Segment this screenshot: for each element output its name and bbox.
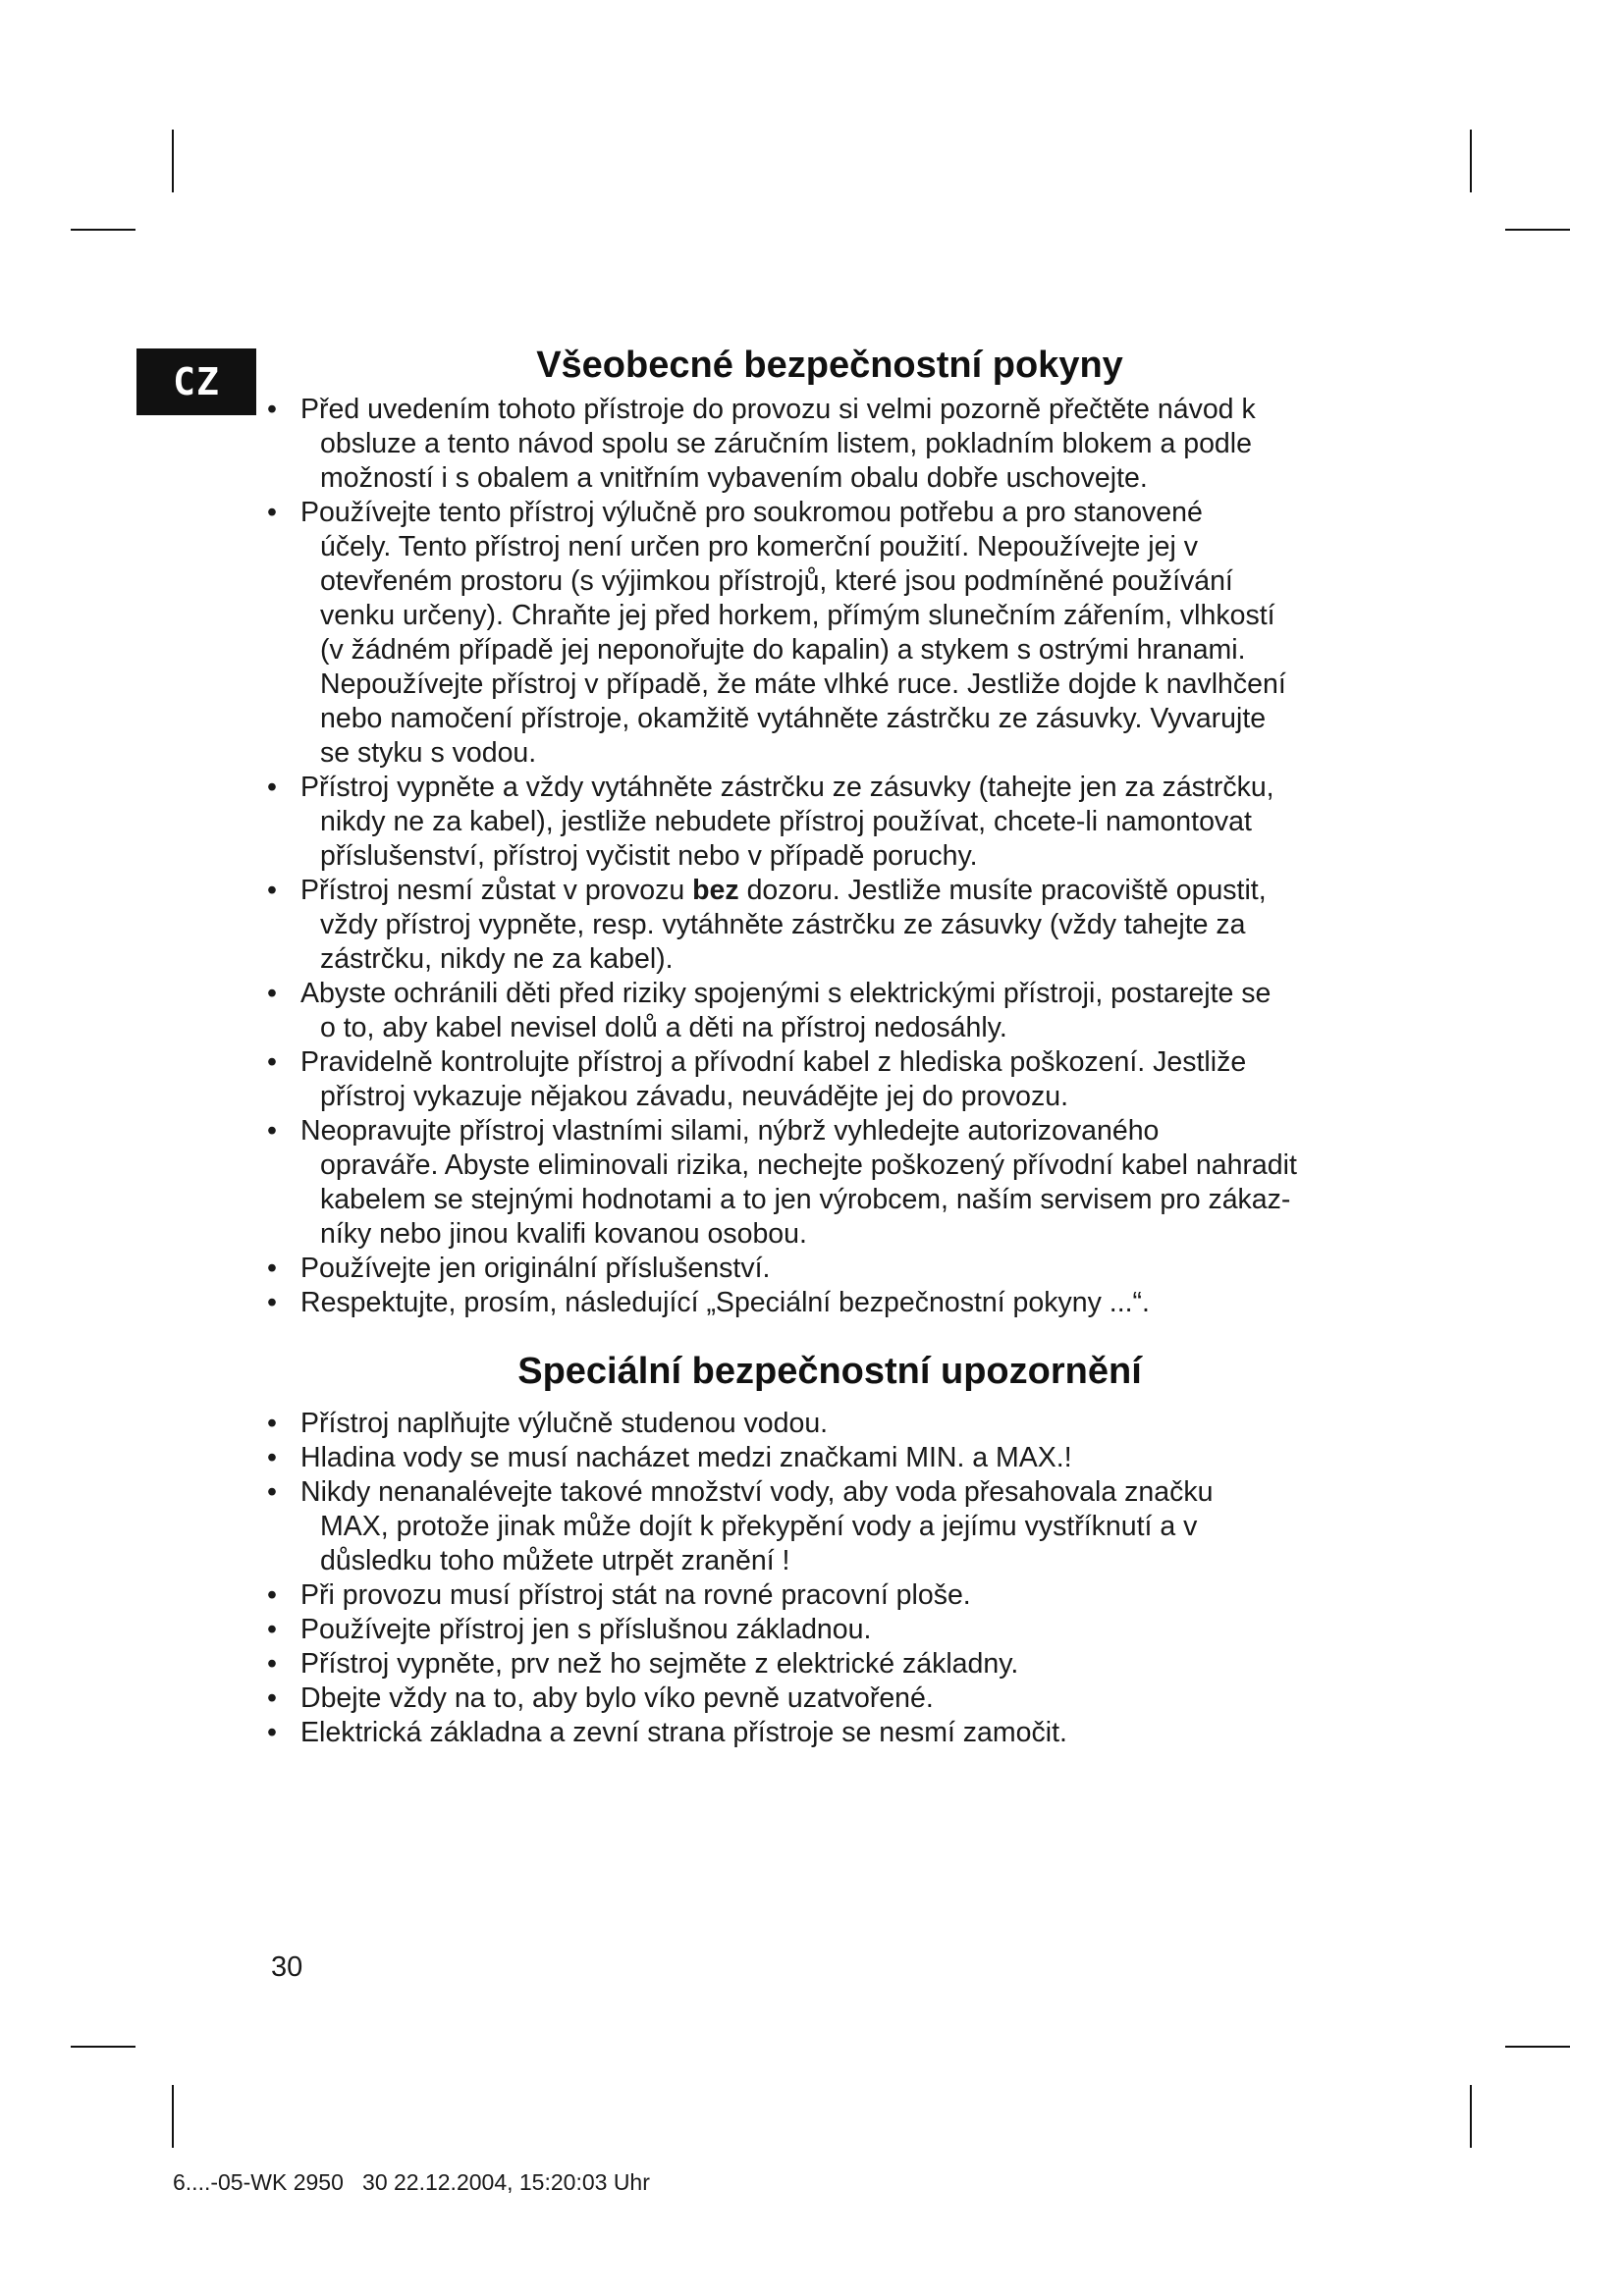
crop-mark-bottom-left-vertical [172,2085,174,2148]
list-item-line: obsluze a tento návod spolu se záručním listem, pokladním blokem a podle [320,428,1252,459]
bullet-icon: • [267,875,277,906]
list-item-text [300,977,1394,1045]
list-item-line: Abyste ochránili děti před riziky spojenými s elektrickými přístroji, postarejte se [300,978,1272,1009]
list-item [265,393,1394,496]
list-item-line: opraváře. Abyste eliminovali rizika, nechejte poškozený přívodní kabel nahradit [320,1149,1297,1181]
list-item-text [300,771,1394,874]
list-item [265,1407,1394,1441]
bullet-icon: • [267,1442,277,1473]
bullet-icon: • [267,1648,277,1680]
list-item-line: Před uvedením tohoto přístroje do provozu si velmi pozorně přečtěte návod k [300,394,1256,425]
general-safety-list [265,393,1394,1320]
bullet-icon: • [267,1253,277,1284]
list-item-line: Respektujte, prosím, následující „Speciální bezpečnostní pokyny ...“. [300,1287,1150,1318]
list-item-text [300,1045,1394,1114]
bullet-icon: • [267,1046,277,1078]
list-item-line: Používejte jen originální příslušenství. [300,1253,771,1284]
list-item-text [300,1475,1394,1578]
page-number: 30 [271,1951,303,1983]
list-item [265,1475,1394,1578]
list-item-line: účely. Tento přístroj není určen pro komerční použití. Nepoužívejte jej v [320,531,1198,562]
bullet-icon: • [267,1115,277,1147]
list-item-line: kabelem se stejnými hodnotami a to jen výrobcem, naším servisem pro zákaz- [320,1184,1291,1215]
list-item-line: Pravidelně kontrolujte přístroj a přívodní kabel z hlediska poškození. Jestliže [300,1046,1247,1078]
list-item-line: nebo namočení přístroje, okamžitě vytáhněte zástrčku ze zásuvky. Vyvarujte [320,703,1267,734]
line-text: Přístroj nesmí zůstat v provozu [300,875,693,906]
list-item-text [300,1647,1394,1682]
list-item [265,1716,1394,1750]
list-item-line: (v žádném případě jej neponořujte do kapalin) a stykem s ostrými hranami. [320,634,1246,666]
list-item-line: zástrčku, nikdy ne za kabel). [320,943,674,975]
list-item [265,977,1394,1045]
list-item-text [300,874,1394,977]
bullet-icon: • [267,1579,277,1611]
crop-mark-top-left-vertical [172,130,174,192]
list-item-text [300,1114,1394,1252]
list-item [265,1682,1394,1716]
list-item-line: přístroj vykazuje nějakou závadu, neuvádějte jej do provozu. [320,1081,1069,1112]
bullet-icon: • [267,394,277,425]
list-item [265,1045,1394,1114]
list-item [265,1114,1394,1252]
list-item-text [300,496,1394,771]
section-title-general-safety: Všeobecné bezpečnostní pokyny [536,345,1123,386]
list-item [265,1441,1394,1475]
bullet-icon: • [267,1476,277,1508]
list-item-line: Při provozu musí přístroj stát na rovné pracovní ploše. [300,1579,971,1611]
list-item [265,1286,1394,1320]
list-item-line: Hladina vody se musí nacházet medzi značkami MIN. a MAX.! [300,1442,1072,1473]
crop-mark-top-right-vertical [1470,130,1472,192]
list-item-line: se styku s vodou. [320,737,537,769]
bullet-icon: • [267,1408,277,1439]
list-item-text [300,1286,1394,1320]
list-item [265,1252,1394,1286]
crop-mark-top-left-horizontal [71,229,135,231]
list-item [265,1613,1394,1647]
list-item-line: Používejte tento přístroj výlučně pro soukromou potřebu a pro stanovené [300,497,1203,528]
list-item [265,771,1394,874]
list-item-line: o to, aby kabel nevisel dolů a děti na přístroj nedosáhly. [320,1012,1007,1043]
line-text: dozoru. Jestliže musíte pracoviště opustit, [738,875,1267,906]
list-item-line: příslušenství, přístroj vyčistit nebo v případě poruchy. [320,840,978,872]
list-item-line: venku určeny). Chraňte jej před horkem, přímým slunečním zářením, vlhkostí [320,600,1275,631]
list-item-line: možností i s obalem a vnitřním vybavením obalu dobře uschovejte. [320,462,1148,494]
list-item-line: níky nebo jinou kvalifi kovanou osobou. [320,1218,807,1250]
list-item-line: Přístroj vypněte, prv než ho sejměte z elektrické základny. [300,1648,1019,1680]
list-item-line: otevřeném prostoru (s výjimkou přístrojů, které jsou podmíněné používání [320,565,1233,597]
bullet-icon: • [267,497,277,528]
section-title-special-safety: Speciální bezpečnostní upozornění [517,1351,1142,1392]
list-item [265,874,1394,977]
language-badge: CZ [136,348,256,415]
bullet-icon: • [267,772,277,803]
print-footer-meta: 6....-05-WK 2950 30 22.12.2004, 15:20:03 Uhr [173,2169,650,2195]
list-item-line: Elektrická základna a zevní strana přístroje se nesmí zamočit. [300,1717,1067,1748]
crop-mark-top-right-horizontal [1505,229,1570,231]
list-item-line: Přístroj naplňujte výlučně studenou vodou. [300,1408,829,1439]
list-item [265,496,1394,771]
list-item-line: Přístroj vypněte a vždy vytáhněte zástrčku ze zásuvky (tahejte jen za zástrčku, [300,772,1274,803]
list-item-text [300,1441,1394,1475]
list-item-line: Dbejte vždy na to, aby bylo víko pevně uzatvořené. [300,1682,934,1714]
crop-mark-bottom-right-horizontal [1505,2046,1570,2048]
list-item-text [300,1578,1394,1613]
bullet-icon: • [267,1614,277,1645]
list-item-text [300,1682,1394,1716]
list-item-line: vždy přístroj vypněte, resp. vytáhněte zástrčku ze zásuvky (vždy tahejte za [320,909,1246,940]
list-item-text [300,1407,1394,1441]
list-item-line: Neopravujte přístroj vlastními silami, nýbrž vyhledejte autorizovaného [300,1115,1160,1147]
list-item [265,1647,1394,1682]
list-item [265,1578,1394,1613]
list-item-line: Používejte přístroj jen s příslušnou základnou. [300,1614,872,1645]
crop-mark-bottom-right-vertical [1470,2085,1472,2148]
bullet-icon: • [267,1717,277,1748]
list-item-text [300,1252,1394,1286]
list-item-line: nikdy ne za kabel), jestliže nebudete přístroj používat, chcete-li namontovat [320,806,1252,837]
bullet-icon: • [267,1682,277,1714]
list-item-line: Nepoužívejte přístroj v případě, že máte vlhké ruce. Jestliže dojde k navlhčení [320,668,1286,700]
list-item-line [300,874,1394,908]
bullet-icon: • [267,978,277,1009]
list-item-text [300,1716,1394,1750]
list-item-line: Nikdy nenanalévejte takové množství vody, aby voda přesahovala značku [300,1476,1214,1508]
list-item-text [300,393,1394,496]
crop-mark-bottom-left-horizontal [71,2046,135,2048]
special-safety-list [265,1407,1394,1750]
bullet-icon: • [267,1287,277,1318]
document-body [265,340,1394,1750]
list-item-text [300,1613,1394,1647]
list-item-line: důsledku toho můžete utrpět zranění ! [320,1545,790,1576]
emphasis-text: bez [692,875,739,906]
list-item-line: MAX, protože jinak může dojít k překypění vody a jejímu vystříknutí a v [320,1511,1198,1542]
